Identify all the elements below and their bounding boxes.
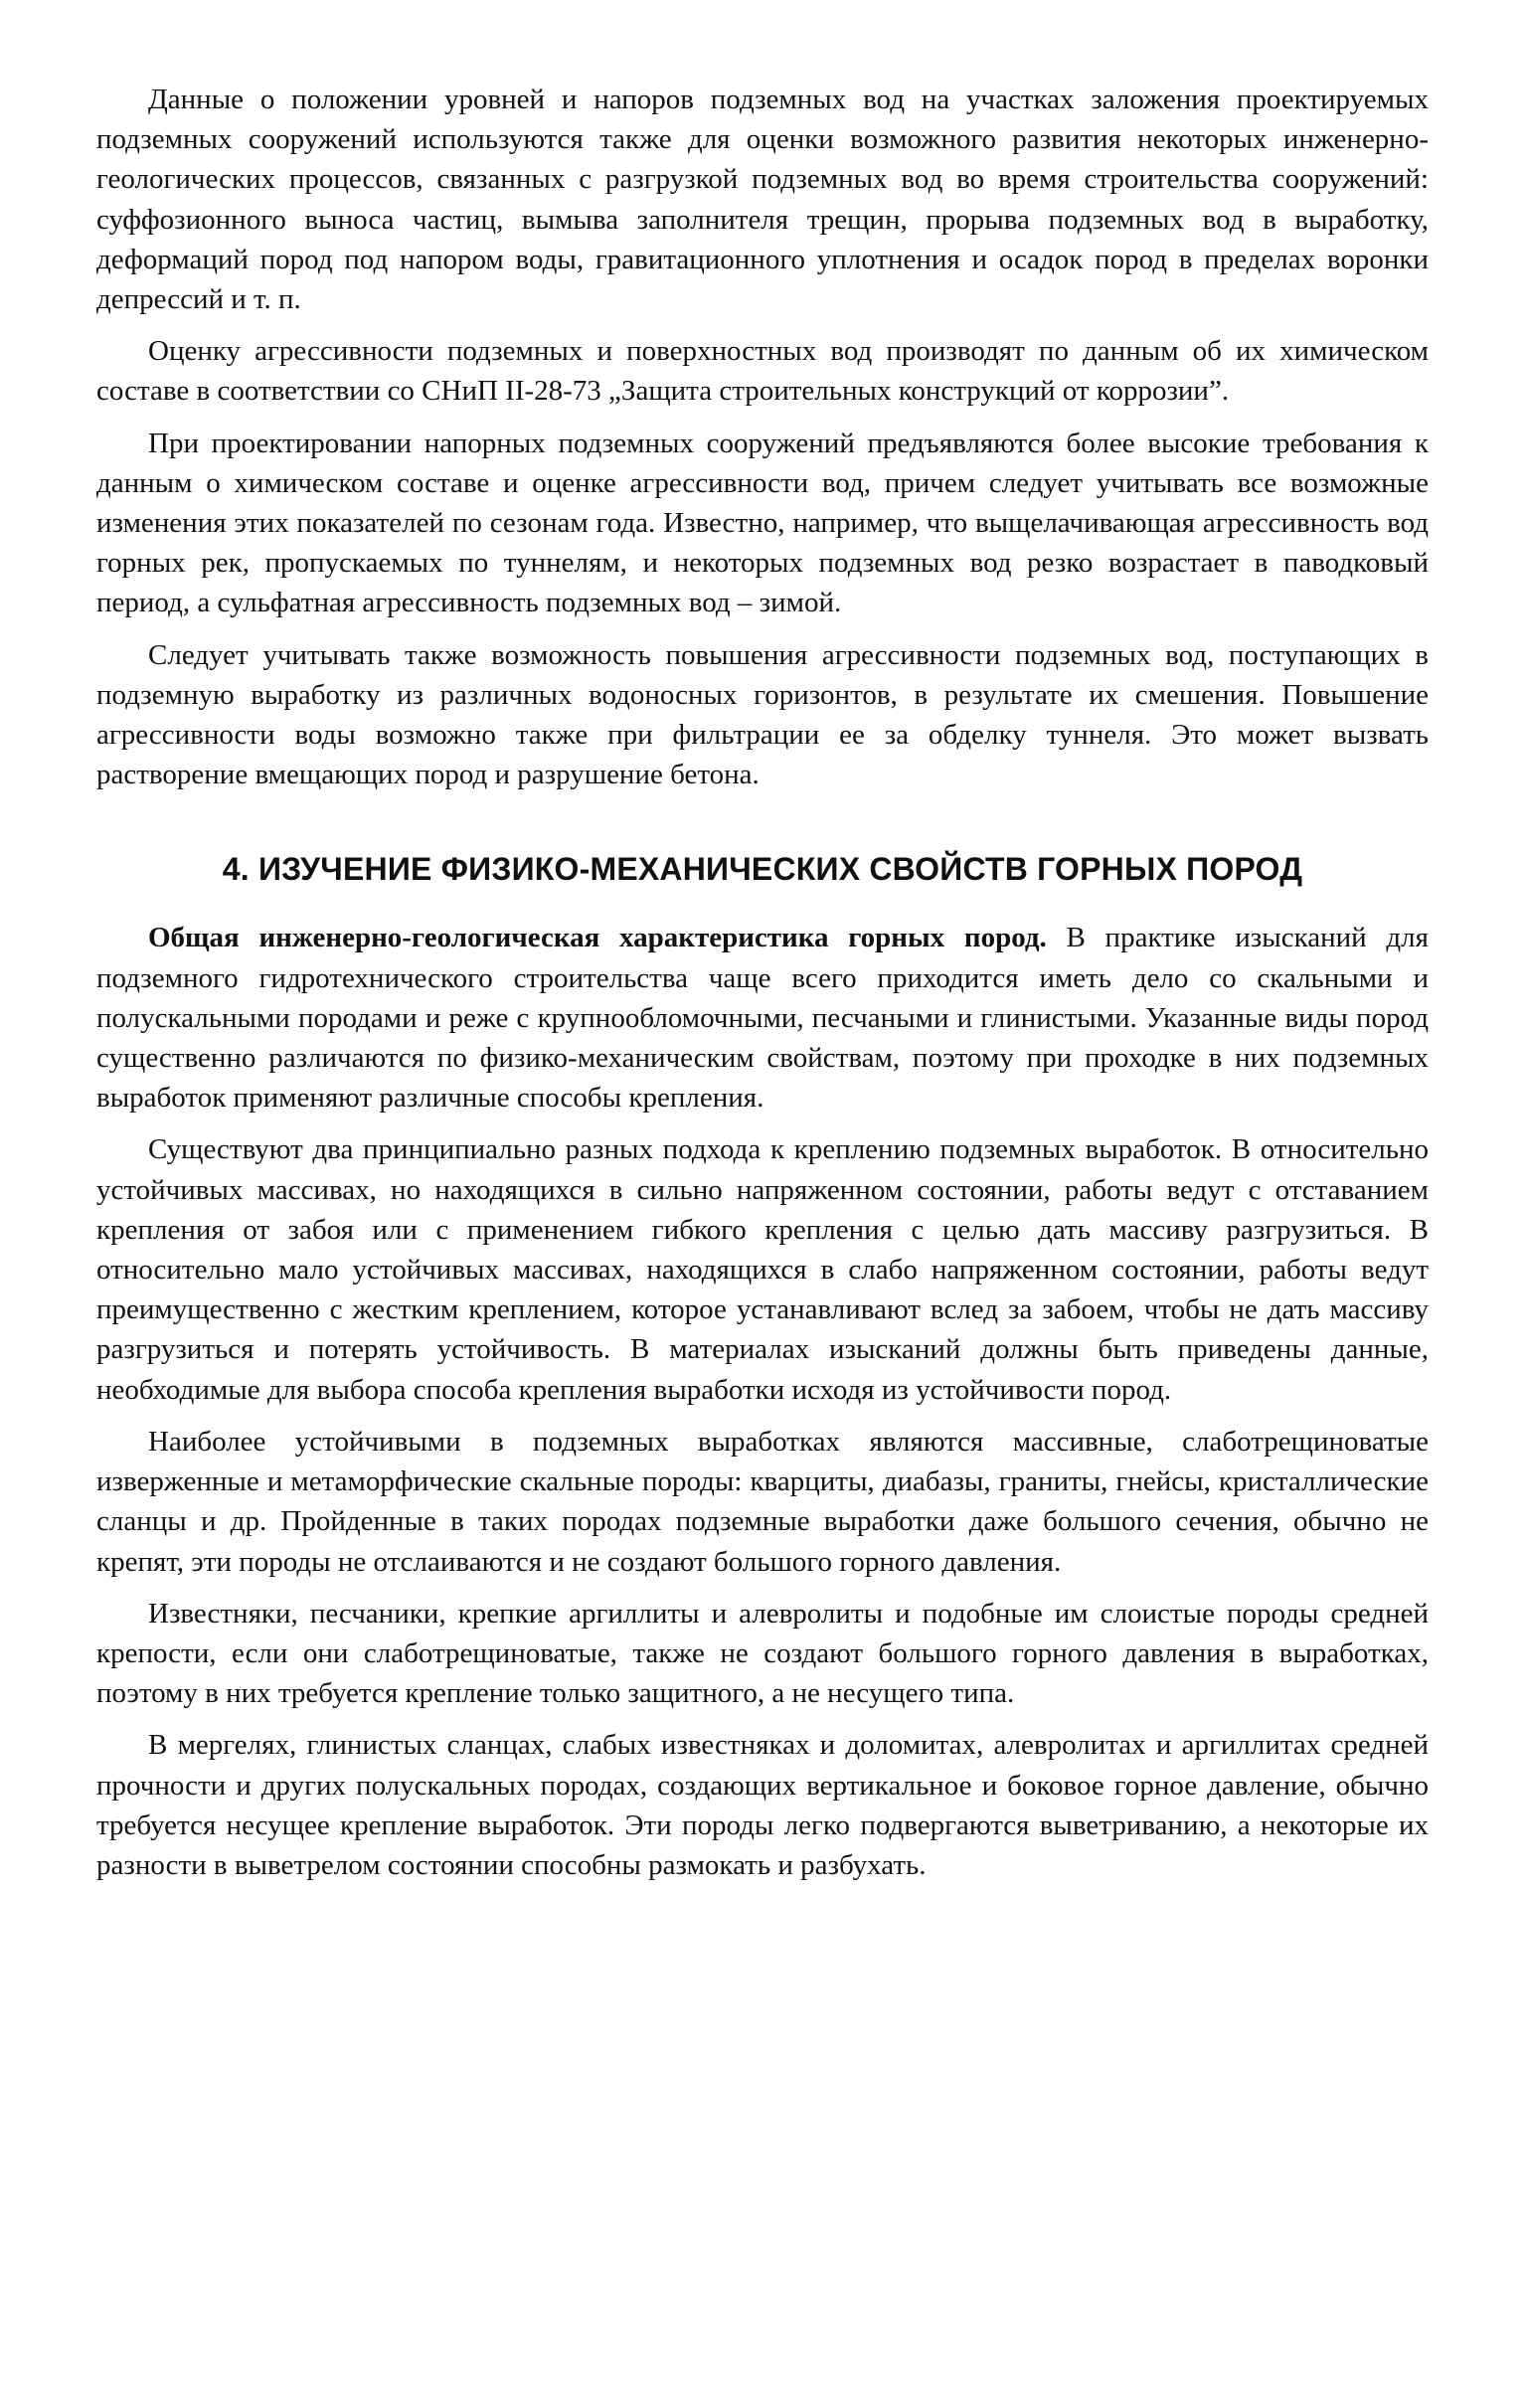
document-page <box>96 80 1429 1897</box>
paragraph-pressure-structures: При проектировании напорных подземных сооружений предъявляются более высокие требования к данным о химическом составе и оценке агрессивности вод, причем следует учитывать все возможные изменения этих показателей по сезонам года. Известно, например, что выщелачивающая агрессивность вод горных рек, пропускаемых по туннелям, и некоторых подземных вод резко возрастает в паводковый период, а сульфатная агрессивность подземных вод – зимой. <box>96 427 1429 619</box>
section-heading: 4. ИЗУЧЕНИЕ ФИЗИКО-МЕХАНИЧЕСКИХ СВОЙСТВ ГОРНЫХ ПОРОД <box>222 851 1303 888</box>
paragraph-lead-body: В практике изысканий для подземного гидротехнического строительства чаще всего приходится иметь дело со скальными и полускальными породами и реже с крупнообломочными, песчаными и глинистыми. Указанные виды пород существенно различаются по физико-механическим свойствам, поэтому при проходке в них подземных выработок применяют различные способы крепления. <box>96 922 1429 1115</box>
paragraph-aggressiveness-assessment: Оценку агрессивности подземных и поверхностных вод производят по данным об их химическом составе в соответствии со СНиП II-28-73 „Защита строительных конструкций от коррозии”. <box>96 335 1429 408</box>
paragraph-aggressiveness-increase: Следует учитывать также возможность повышения агрессивности подземных вод, поступающих в подземную выработку из различных водоносных горизонтов, в результате их смешения. Повышение агрессивности воды возможно также при фильтрации ее за обделку туннеля. Это может вызвать растворение вмещающих пород и разрушение бетона. <box>96 638 1429 791</box>
paragraph-semi-rock-formations: В мергелях, глинистых сланцах, слабых известняках и доломитах, алевролитах и аргиллитах средней прочности и других полускальных породах, создающих вертикальное и боковое горное давление, обычно требуется несущее крепление выработок. Эти породы легко подвергаются выветриванию, а некоторые их разности в выветрелом состоянии способны размокать и разбухать. <box>96 1729 1429 1881</box>
paragraph-lead-title: Общая инженерно-геологическая характеристика горных пород. <box>148 922 1047 954</box>
paragraph-groundwater-levels: Данные о положении уровней и напоров подземных вод на участках заложения проектируемых подземных сооружений используются также для оценки возможного развития некоторых инженерно-геологических процессов, связанных с разгрузкой подземных вод во время строительства сооружений: суффозионного выноса частиц, вымыва заполнителя трещин, прорыва подземных вод в выработку, деформаций пород под напором воды, гравитационного уплотнения и осадок пород в пределах воронки депрессий и т. п. <box>96 84 1429 316</box>
paragraph-medium-strength-rocks: Известняки, песчаники, крепкие аргиллиты и алевролиты и подобные им слоистые породы средней крепости, если они слаботрещиноватые, также не создают большого горного давления в выработках, поэтому в них требуется крепление только защитного, а не несущего типа. <box>96 1597 1429 1710</box>
paragraph-stable-rocks: Наиболее устойчивыми в подземных выработках являются массивные, слаботрещиноватые изверженные и метаморфические скальные породы: кварциты, диабазы, граниты, гнейсы, кристаллические сланцы и др. Пройденные в таких породах подземные выработки даже большого сечения, обычно не крепят, эти породы не отслаиваются и не создают большого горного давления. <box>96 1425 1429 1578</box>
paragraph-general-characteristics <box>96 918 1429 1118</box>
paragraph-support-approaches: Существуют два принципиально разных подхода к креплению подземных выработок. В относительно устойчивых массивах, но находящихся в сильно напряженном состоянии, работы ведут с отставанием крепления от забоя или с применением гибкого крепления с целью дать массиву разгрузиться. В относительно мало устойчивых массивах, находящихся в слабо напряженном состоянии, работы ведут преимущественно с жестким креплением, которое устанавливают вслед за забоем, чтобы не дать массиву разгрузиться и потерять устойчивость. В материалах изысканий должны быть приведены данные, необходимые для выбора способа крепления выработки исходя из устойчивости пород. <box>96 1133 1429 1406</box>
